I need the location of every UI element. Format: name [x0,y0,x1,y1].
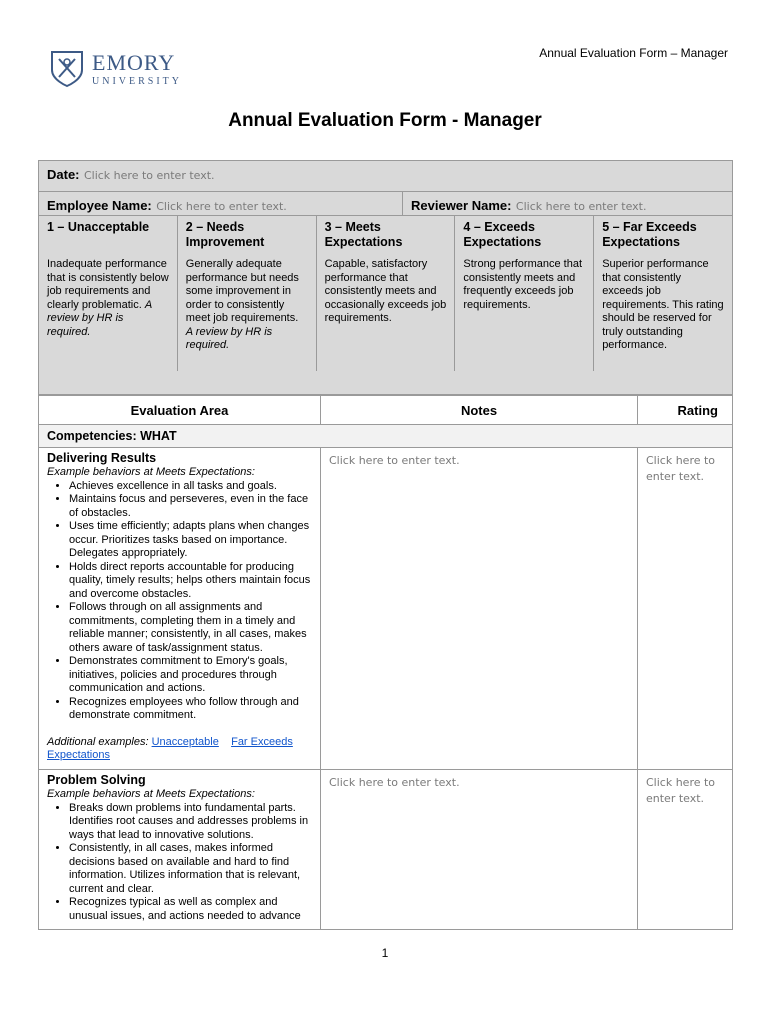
notes-cell [321,448,638,770]
scale-level-2 [178,216,317,371]
logo-sub: UNIVERSITY [92,75,182,87]
scale-desc: Generally adequate performance but needs some improvement in order to consistently meet job requirements. A review by HR is required. [185,258,299,351]
spacer-row [38,371,733,395]
date-label: Date: [47,167,80,182]
page-number: 1 [381,946,389,960]
date-input[interactable]: Click here to enter text. [83,169,215,182]
list-item: • Achieves excellence in all tasks and goals. [69,480,312,494]
behavior-list [47,802,312,924]
scale-title: 2 – Needs Improvement [185,220,265,249]
scale-desc: Inadequate performance that is consistently below job requirements and clearly problematic. A review by HR is required. [47,258,169,338]
date-row [39,161,733,192]
list-item: • Breaks down problems into fundamental parts. Identifies root causes and addresses problems in ways that lead to innovative solutions. [69,802,312,843]
area-delivering-results [39,448,321,770]
list-item: • Demonstrates commitment to Emory's goals, initiatives, policies and procedures through communication and actions. [69,655,312,696]
scale-desc: Capable, satisfactory performance that consistently meets and occasionally exceeds job requirements. [324,258,447,324]
evaluation-table [38,395,733,930]
scale-level-4 [455,216,594,371]
behavior-list [47,480,312,723]
scale-desc: Strong performance that consistently meets and frequently exceeds job requirements. [463,258,583,311]
list-item: • Recognizes typical as well as complex and unusual issues, and actions needed to advance [69,896,312,923]
list-item: • Follows through on all assignments and commitments, completing them in a timely and reliable manner; consistently, in all cases, makes others aware of task/assignment status. [69,601,312,655]
logo-name: EMORY [92,49,176,75]
rating-cell [638,448,733,770]
scale-level-5 [594,216,732,371]
notes-cell [321,770,638,930]
area-problem-solving [39,770,321,930]
employee-name-input[interactable]: Click here to enter text. [156,200,287,213]
rating-input[interactable]: Click here to enter text. [646,454,716,483]
additional-examples: Additional examples: Unacceptable Far Exceeds Expectations [47,735,293,761]
list-item: • Consistently, in all cases, makes informed decisions based on available and hard to find information. Utilizes information that is relevant, current and clear. [69,842,312,896]
scale-level-3 [317,216,456,371]
reviewer-name-input[interactable]: Click here to enter text. [515,200,647,213]
emory-logo [50,50,182,88]
page-title: Annual Evaluation Form - Manager [228,110,542,131]
employee-label: Employee Name: [47,198,152,213]
header-doc-label: Annual Evaluation Form – Manager [539,46,728,60]
example-label: Example behaviors at Meets Expectations: [47,466,255,478]
scale-title: 5 – Far Exceeds Expectations [602,220,697,249]
emory-shield-icon [50,50,84,88]
scale-desc: Superior performance that consistently exceeds job requirements. This rating should be reserved for truly outstanding performance. [602,258,724,351]
area-title: Problem Solving [47,773,146,787]
notes-input[interactable]: Click here to enter text. [329,454,460,467]
section-competencies: Competencies: WHAT [39,425,733,448]
list-item: • Uses time efficiently; adapts plans when changes occur. Prioritizes tasks based on importance. Delegates appropriately. [69,520,312,561]
scale-level-1 [39,216,178,371]
notes-input[interactable]: Click here to enter text. [329,776,460,789]
col-rating: Rating [638,396,733,425]
rating-input[interactable]: Click here to enter text. [646,776,716,805]
info-table [38,160,733,222]
rating-cell [638,770,733,930]
list-item: • Holds direct reports accountable for producing quality, timely results; helps others maintain focus and overcome obstacles. [69,561,312,602]
scale-title: 4 – Exceeds Expectations [463,220,542,249]
far-exceeds-link[interactable]: Far Exceeds Expectations [47,735,293,761]
col-evaluation-area: Evaluation Area [39,396,321,425]
table-row [39,770,733,930]
col-notes: Notes [321,396,638,425]
list-item: • Recognizes employees who follow through and demonstrate commitment. [69,696,312,723]
scale-title: 1 – Unacceptable [47,220,150,234]
list-item: • Maintains focus and perseveres, even in the face of obstacles. [69,493,312,520]
example-label: Example behaviors at Meets Expectations: [47,788,255,800]
unacceptable-link[interactable]: Unacceptable [151,735,219,748]
area-title: Delivering Results [47,451,157,465]
rating-scale [38,215,733,372]
table-row [39,448,733,770]
reviewer-label: Reviewer Name: [411,198,512,213]
scale-title: 3 – Meets Expectations [324,220,403,249]
